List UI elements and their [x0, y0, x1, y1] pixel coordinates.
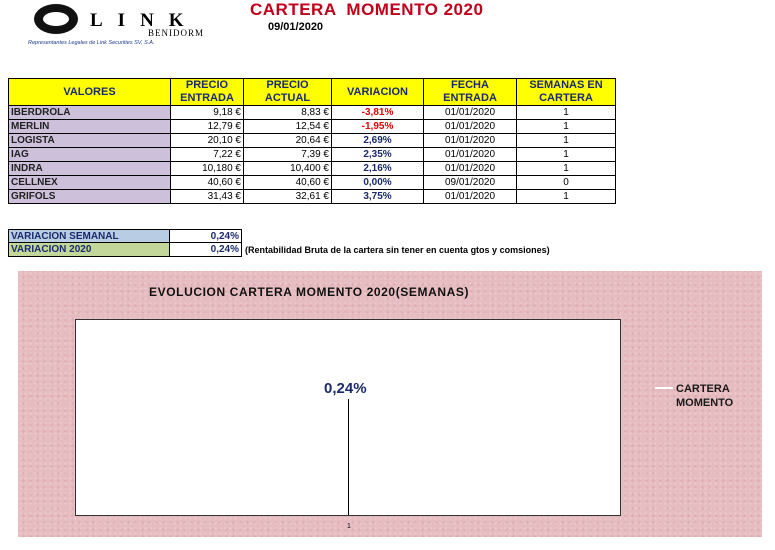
precio-actual-cell: 32,61 €	[244, 190, 332, 204]
precio-entrada-cell: 9,18 €	[171, 106, 244, 120]
precio-actual-cell: 10,400 €	[244, 162, 332, 176]
semanas-cell: 1	[517, 134, 616, 148]
column-header-fecha-entrada: FECHA ENTRADA	[424, 79, 517, 106]
table-row	[9, 190, 616, 204]
fecha-entrada-cell: 01/01/2020	[424, 190, 517, 204]
precio-entrada-cell: 31,43 €	[171, 190, 244, 204]
variacion-cell: 3,75%	[332, 190, 424, 204]
column-header-variacion: VARIACION	[332, 79, 424, 106]
chart-title: EVOLUCION CARTERA MOMENTO 2020(SEMANAS)	[149, 285, 470, 299]
page-title: CARTERA MOMENTO 2020	[250, 0, 484, 19]
logo-subtitle: BENIDORM	[148, 28, 205, 38]
valor-cell: LOGISTA	[9, 134, 171, 148]
semanas-cell: 1	[517, 148, 616, 162]
company-logo	[28, 4, 208, 46]
fecha-entrada-cell: 01/01/2020	[424, 120, 517, 134]
table-header-row	[9, 79, 616, 106]
logo-tagline: Representantes Legales de Link Securities SV, S.A.	[28, 40, 155, 46]
precio-actual-cell: 12,54 €	[244, 120, 332, 134]
precio-entrada-cell: 7,22 €	[171, 148, 244, 162]
legend-swatch	[655, 387, 673, 389]
legend-label: CARTERA MOMENTO	[676, 383, 734, 409]
rentabilidad-note: (Rentabilidad Bruta de la cartera sin tener en cuenta gtos y comsiones)	[245, 245, 550, 255]
valor-cell: INDRA	[9, 162, 171, 176]
column-header-precio-actual: PRECIO ACTUAL	[244, 79, 332, 106]
variacion-cell: 2,69%	[332, 134, 424, 148]
semanas-cell: 1	[517, 190, 616, 204]
semanas-cell: 1	[517, 162, 616, 176]
semanas-cell: 1	[517, 120, 616, 134]
data-label: 0,24%	[324, 380, 367, 397]
valor-cell: IBERDROLA	[9, 106, 171, 120]
precio-actual-cell: 20,64 €	[244, 134, 332, 148]
summary-row-semanal	[8, 229, 550, 243]
semanas-cell: 0	[517, 176, 616, 190]
column-header-precio-entrada: PRECIO ENTRADA	[171, 79, 244, 106]
precio-entrada-cell: 20,10 €	[171, 134, 244, 148]
precio-actual-cell: 40,60 €	[244, 176, 332, 190]
precio-actual-cell: 8,83 €	[244, 106, 332, 120]
table-row	[9, 162, 616, 176]
variacion-semanal-value: 0,24%	[170, 229, 242, 243]
logo-ring-icon	[34, 4, 78, 34]
precio-entrada-cell: 40,60 €	[171, 176, 244, 190]
fecha-entrada-cell: 01/01/2020	[424, 162, 517, 176]
table-row	[9, 106, 616, 120]
valor-cell: IAG	[9, 148, 171, 162]
table-row	[9, 120, 616, 134]
summary-row-anual	[8, 243, 550, 257]
report-date: 09/01/2020	[268, 21, 324, 33]
fecha-entrada-cell: 09/01/2020	[424, 176, 517, 190]
valor-cell: GRIFOLS	[9, 190, 171, 204]
series-marker-line	[348, 399, 349, 515]
variacion-anual-value: 0,24%	[170, 243, 242, 257]
fecha-entrada-cell: 01/01/2020	[424, 148, 517, 162]
variacion-semanal-label: VARIACION SEMANAL	[8, 229, 170, 243]
x-tick-label: 1	[347, 523, 351, 530]
semanas-cell: 1	[517, 106, 616, 120]
variacion-anual-label: VARIACION 2020	[8, 243, 170, 257]
precio-entrada-cell: 12,79 €	[171, 120, 244, 134]
portfolio-table	[8, 78, 616, 204]
variacion-cell: -1,95%	[332, 120, 424, 134]
valor-cell: CELLNEX	[9, 176, 171, 190]
variacion-cell: -3,81%	[332, 106, 424, 120]
fecha-entrada-cell: 01/01/2020	[424, 106, 517, 120]
variacion-cell: 2,35%	[332, 148, 424, 162]
table-row	[9, 148, 616, 162]
column-header-semanas: SEMANAS EN CARTERA	[517, 79, 616, 106]
valor-cell: MERLIN	[9, 120, 171, 134]
summary-block	[8, 229, 550, 257]
precio-actual-cell: 7,39 €	[244, 148, 332, 162]
logo-text: LINK	[90, 10, 199, 31]
table-row	[9, 134, 616, 148]
table-row	[9, 176, 616, 190]
precio-entrada-cell: 10,180 €	[171, 162, 244, 176]
plot-area	[75, 319, 621, 530]
variacion-cell: 2,16%	[332, 162, 424, 176]
column-header-valores: VALORES	[9, 79, 171, 106]
variacion-cell: 0,00%	[332, 176, 424, 190]
fecha-entrada-cell: 01/01/2020	[424, 134, 517, 148]
